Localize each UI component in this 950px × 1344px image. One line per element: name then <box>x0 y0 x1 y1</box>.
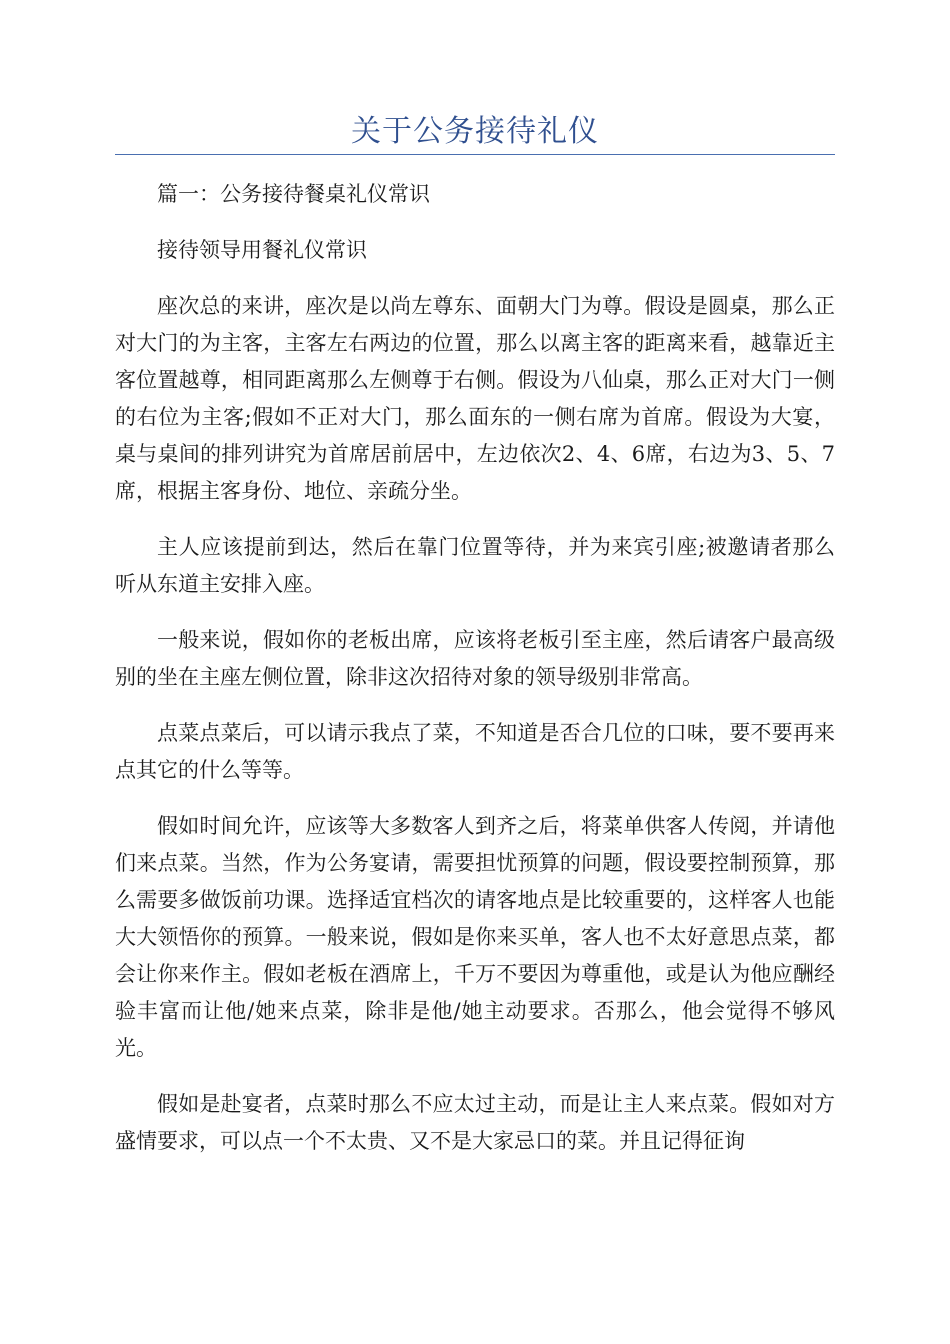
paragraph-menu-budget: 假如时间允许，应该等大多数客人到齐之后，将菜单供客人传阅，并请他们来点菜。当然，作为公务宴请，需要担忧预算的问题，假设要控制预算，那么需要多做饭前功课。选择适宜档次的请客地点是比较重要的，这样客人也能大大领悟你的预算。一般来说，假如是你来买单，客人也不太好意思点菜，都会让你来作主。假如老板在酒席上，千万不要因为尊重他，或是认为他应酬经验丰富而让他/她来点菜，除非是他/她主动要求。否那么，他会觉得不够风光。 <box>115 814 835 1060</box>
paragraph-boss-seating: 一般来说，假如你的老板出席，应该将老板引至主座，然后请客户最高级别的坐在主座左侧位置，除非这次招待对象的领导级别非常高。 <box>115 628 835 689</box>
page-title: 关于公务接待礼仪 <box>351 114 599 149</box>
section-heading: 篇一：公务接待餐桌礼仪常识 <box>157 182 430 206</box>
paragraph-seating: 座次总的来讲，座次是以尚左尊东、面朝大门为尊。假设是圆桌，那么正对大门的为主客，主客左右两边的位置，那么以离主客的距离来看，越靠近主客位置越尊，相同距离那么左侧尊于右侧。假设为八仙桌，那么正对大门一侧的右位为主客;假如不正对大门，那么面东的一侧右席为首席。假设为大宴，桌与桌间的排列讲究为首席居前居中，左边依次2、4、6席，右边为3、5、7席，根据主客身份、地位、亲疏分坐。 <box>115 294 835 503</box>
paragraph-guest-ordering: 假如是赴宴者，点菜时那么不应太过主动，而是让主人来点菜。假如对方盛情要求，可以点一个不太贵、又不是大家忌口的菜。并且记得征询 <box>115 1092 835 1153</box>
paragraph-ordering: 点菜点菜后，可以请示我点了菜，不知道是否合几位的口味，要不要再来点其它的什么等等。 <box>115 721 835 782</box>
subsection-heading: 接待领导用餐礼仪常识 <box>157 238 367 262</box>
paragraph-host-arrival: 主人应该提前到达，然后在靠门位置等待，并为来宾引座;被邀请者那么听从东道主安排入座。 <box>115 535 835 596</box>
title-divider <box>115 154 835 155</box>
document-body <box>115 176 835 1179</box>
